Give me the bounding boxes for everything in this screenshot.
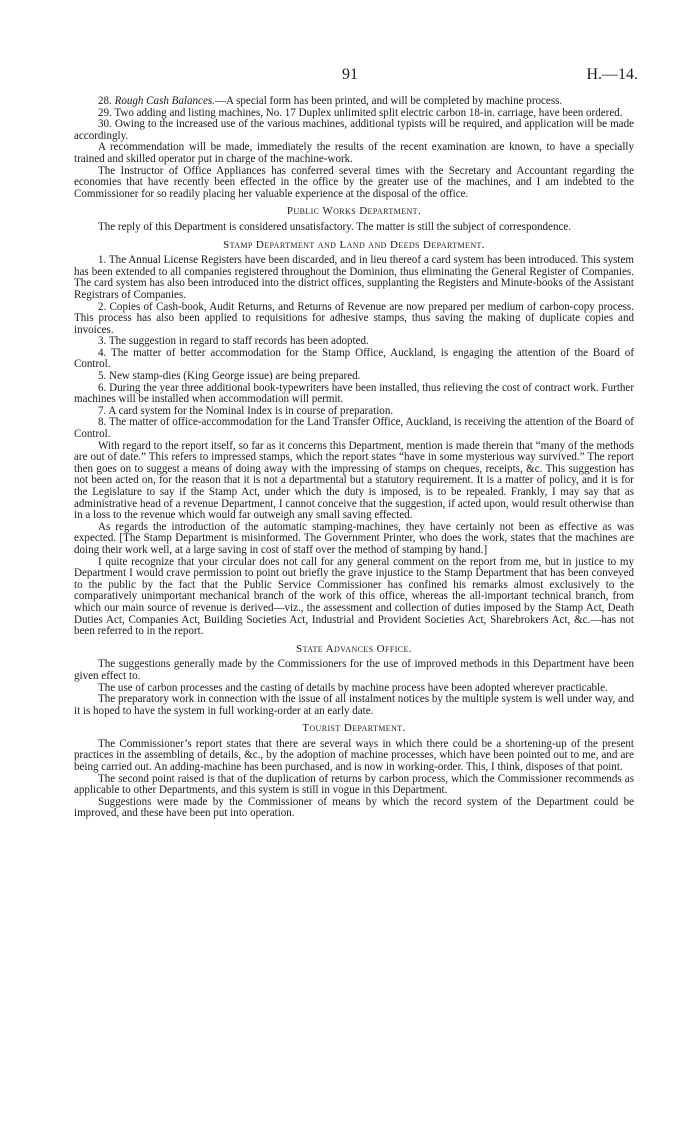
paragraph-29: 29. Two adding and listing machines, No. 17 Duplex unlimited split electric carbon 18-in. carriage, have been ordered. xyxy=(98,106,623,119)
paragraph-28 xyxy=(74,96,634,108)
stamp-paragraph-6: 6. During the year three additional book-typewriters have been installed, thus relieving the cost of contract work. Further machines will be installed when accommodation will permit. xyxy=(74,381,634,406)
heading-public-works: Public Works Department. xyxy=(286,205,422,218)
stamp-paragraph-circular: I quite recognize that your circular does not call for any general comment on the report from me, but in justice to my Department I would crave permission to point out briefly the grave injustice to the Stamp Department that has been conveyed to the public by the fact that the Public Service Commissioner has confined his remarks almost exclusively to the comparatively unimportant mechanical branch of the work of this office, whereas the all-important technical branch, from which our main source of revenue is derived—viz., the assessment and collection of duties imposed by the Stamp Act, Death Duties Act, Companies Act, Building Societies Act, Industrial and Provident Societies Act, Sharebrokers Act, &c.—has not been referred to in the report. xyxy=(74,555,634,638)
heading-state-advances: State Advances Office. xyxy=(296,642,412,655)
stamp-paragraph-7: 7. A card system for the Nominal Index is in course of preparation. xyxy=(98,404,394,417)
stamp-paragraph-4: 4. The matter of better accommodation for the Stamp Office, Auckland, is engaging the attention of the Board of Control. xyxy=(74,346,634,371)
page-number: 91 xyxy=(342,66,358,83)
paragraph-28-title: Rough Cash Balances. xyxy=(114,95,215,107)
stamp-paragraph-machines: As regards the introduction of the automatic stamping-machines, they have certainly not been as effective as was expected. [The Stamp Department is misinformed. The Government Printer, who does the work, states that the machines are doing their work well, at a large saving in cost of staff over the method of stamping by hand.] xyxy=(74,520,634,556)
stamp-paragraph-1: 1. The Annual License Registers have been discarded, and in lieu thereof a card system has been introduced. This system has been extended to all companies registered throughout the Dominion, thus eliminating the General Register of Companies. The card system has also been introduced into the district offices, supplanting the Registers and Minute-books of the Assistant Registrars of Companies. xyxy=(74,254,634,301)
paragraph-30: 30. Owing to the increased use of the various machines, additional typists will be required, and application will be made accordingly. xyxy=(74,118,634,142)
paragraph-28-number: 28. xyxy=(98,95,112,107)
tourist-paragraph-1: The Commissioner’s report states that there are several ways in which there could be a shortening-up of the present practices in the assembling of details, &c., by the adoption of machine processes, which have been pointed out to me, and are being carried out. An adding-machine has been purchased, and is now in working-order. This, I think, disposes of that point. xyxy=(74,737,634,774)
tourist-paragraph-2: The second point raised is that of the duplication of returns by carbon process, which the Commissioner recommends as applicable to other Departments, and this system is still in vogue in this Department. xyxy=(74,772,634,797)
tourist-paragraph-3: Suggestions were made by the Commissioner of means by which the record system of the Department could be improved, and these have been put into operation. xyxy=(74,795,634,820)
state-advances-paragraph-2: The use of carbon processes and the casting of details by machine process have been adopted wherever practicable. xyxy=(98,681,608,694)
state-advances-paragraph-3: The preparatory work in connection with the issue of all instalment notices by the multiple system is well under way, and it is hoped to have the system in full working-order at an early date. xyxy=(74,693,634,717)
stamp-paragraph-5: 5. New stamp-dies (King George issue) are being prepared. xyxy=(98,370,361,383)
public-works-paragraph: The reply of this Department is considered unsatisfactory. The matter is still the subject of correspondence. xyxy=(98,220,572,233)
stamp-paragraph-3: 3. The suggestion in regard to staff records has been adopted. xyxy=(98,335,369,348)
paragraph-instructor: The Instructor of Office Appliances has conferred several times with the Secretary and Accountant regarding the economies that have recently been effected in the office by the greater use of the machines, and I am indebted to the Commissioner for so readily placing her valuable experience at the disposal of the office. xyxy=(74,164,634,200)
document-body xyxy=(74,96,634,820)
state-advances-paragraph-1: The suggestions generally made by the Commissioners for the use of improved methods in this Department have been given effect to. xyxy=(74,658,634,682)
document-reference: H.—14. xyxy=(586,66,638,83)
stamp-paragraph-8: 8. The matter of office-accommodation for the Land Transfer Office, Auckland, is receiving the attention of the Board of Control. xyxy=(74,416,634,441)
heading-tourist: Tourist Department. xyxy=(302,722,406,735)
stamp-paragraph-report: With regard to the report itself, so far as it concerns this Department, mention is made therein that “many of the methods are out of date.” This refers to impressed stamps, which the report states “have in some mysterious way survived.” The report then goes on to suggest a means of doing away with the impressing of stamps on cheques, receipts, &c. This suggestion has not been acted on, for the reason that it is not a departmental but a statutory requirement. It is a matter of policy, and it is for the Legislature to say if the Stamp Act, under which the duty is imposed, is to be repealed. Frankly, I may say that as administrative head of a revenue Department, I cannot conceive that the suggestion, if acted upon, would result otherwise than in a loss to the revenue which would far outweigh any small saving effected. xyxy=(74,439,634,522)
stamp-paragraph-2: 2. Copies of Cash-book, Audit Returns, and Returns of Revenue are now prepared per medium of carbon-copy process. This process has also been applied to requisitions for adhesive stamps, thus saving the making of duplicate copies and invoices. xyxy=(74,300,634,336)
paragraph-28-text: —A special form has been printed, and will be completed by machine process. xyxy=(214,95,563,107)
paragraph-recommendation: A recommendation will be made, immediately the results of the recent examination are known, to have a specially trained and skilled operator put in charge of the machine-work. xyxy=(74,141,634,165)
heading-stamp-department: Stamp Department and Land and Deeds Department. xyxy=(223,238,485,251)
